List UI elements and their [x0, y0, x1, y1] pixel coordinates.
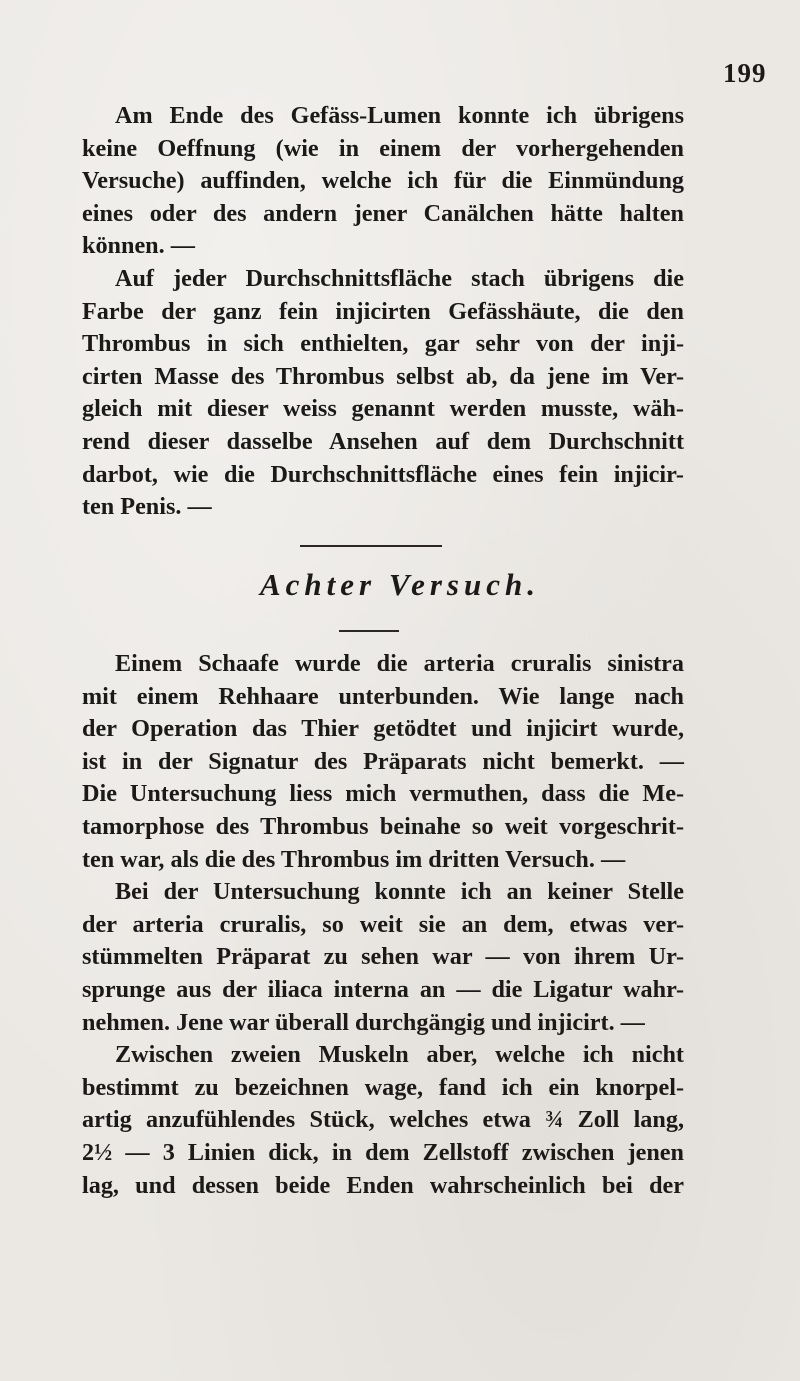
text-line: der Operation das Thier getödtet und injicirt wurde, — [82, 715, 684, 743]
text-line: cirten Masse des Thrombus selbst ab, da jene im Ver- — [82, 362, 684, 390]
text-line: Bei der Untersuchung konnte ich an keiner Stelle — [115, 878, 684, 906]
text-line: gleich mit dieser weiss genannt werden musste, wäh- — [82, 395, 684, 423]
text-line: Versuche) auffinden, welche ich für die Einmündung — [82, 167, 684, 195]
text-line: ist in der Signatur des Präparats nicht bemerkt. — — [82, 747, 684, 775]
text-block-before-heading — [82, 100, 684, 524]
text-line: der arteria cruralis, so weit sie an dem, etwas ver- — [82, 910, 684, 938]
text-line: stümmelten Präparat zu sehen war — von ihrem Ur- — [82, 943, 684, 971]
text-line: Farbe der ganz fein injicirten Gefässhäute, die den — [82, 297, 684, 325]
text-line: mit einem Rehhaare unterbunden. Wie lange nach — [82, 682, 684, 710]
paragraph — [82, 1039, 684, 1202]
section-rule-top — [300, 545, 442, 547]
text-line: Am Ende des Gefäss-Lumen konnte ich übrigens — [115, 102, 684, 129]
text-block-after-heading — [82, 648, 684, 1202]
paragraph — [82, 100, 684, 263]
text-line: Thrombus in sich enthielten, gar sehr von der inji- — [82, 330, 684, 358]
text-line: sprunge aus der iliaca interna an — die Ligatur wahr- — [82, 975, 684, 1003]
text-line: artig anzufühlendes Stück, welches etwa ¾ Zoll lang, — [82, 1106, 684, 1134]
text-line: lag, und dessen beide Enden wahrscheinlich bei der — [82, 1171, 684, 1199]
text-line: tamorphose des Thrombus beinahe so weit vorgeschrit- — [82, 812, 684, 840]
text-line: keine Oeffnung (wie in einem der vorhergehenden — [82, 134, 684, 162]
text-line: Zwischen zweien Muskeln aber, welche ich nicht — [115, 1041, 684, 1069]
paragraph — [82, 648, 684, 876]
text-line: Einem Schaafe wurde die arteria cruralis sinistra — [115, 650, 684, 677]
text-line: rend dieser dasselbe Ansehen auf dem Durchschnitt — [82, 427, 684, 455]
text-line: ten war, als die des Thrombus im dritten Versuch. — — [82, 845, 626, 873]
text-line: ten Penis. — — [82, 493, 212, 521]
text-line: können. — — [82, 232, 195, 260]
text-line: 2½ — 3 Linien dick, in dem Zellstoff zwischen jenen — [82, 1138, 684, 1166]
page-number: 199 — [723, 58, 767, 88]
paragraph — [82, 876, 684, 1039]
section-heading: Achter Versuch. — [260, 567, 540, 602]
text-line: darbot, wie die Durchschnittsfläche eines fein injicir- — [82, 460, 684, 488]
text-line: nehmen. Jene war überall durchgängig und injicirt. — — [82, 1008, 645, 1036]
text-line: bestimmt zu bezeichnen wage, fand ich ein knorpel- — [82, 1073, 684, 1101]
text-line: Die Untersuchung liess mich vermuthen, dass die Me- — [82, 780, 684, 808]
paragraph — [82, 263, 684, 524]
text-line: eines oder des andern jener Canälchen hätte halten — [82, 199, 684, 227]
text-line: Auf jeder Durchschnittsfläche stach übrigens die — [115, 264, 684, 292]
section-rule-bottom — [339, 630, 399, 632]
